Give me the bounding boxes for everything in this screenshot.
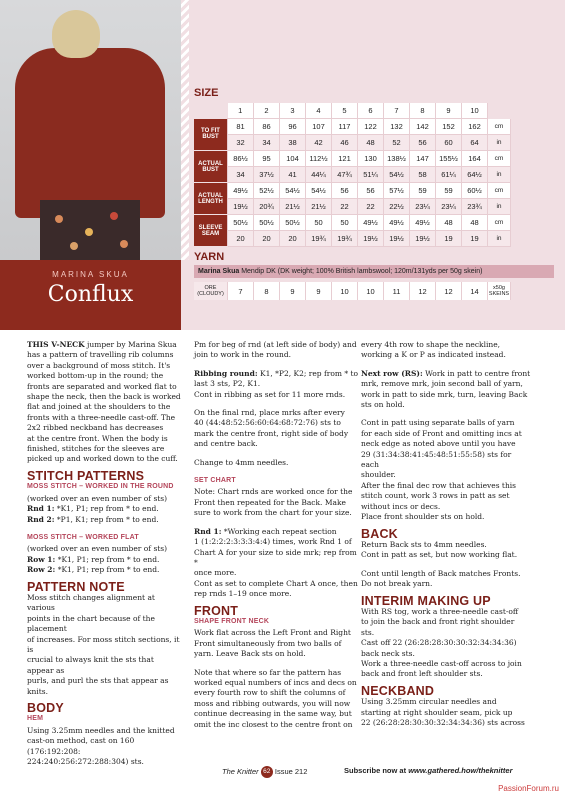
size-row <box>194 183 511 199</box>
size-value: 86½ <box>228 151 254 167</box>
intro-line: over a background of moss stitch. It's <box>27 360 171 370</box>
size-value: 60½ <box>462 183 488 199</box>
size-value: 20¾ <box>254 199 280 215</box>
hair-shape <box>52 10 100 58</box>
text-line: points in the chart because of the placement <box>27 613 155 634</box>
size-value: 50½ <box>254 215 280 231</box>
watermark: PassionForum.ru <box>498 784 559 793</box>
ribbing-round <box>194 369 359 400</box>
size-value: 20 <box>254 231 280 247</box>
text-line: every fourth row to shift the columns of <box>194 688 346 698</box>
intro-line: fronts are separated and worked flat to <box>27 381 177 391</box>
rnd1-text: *K1, P1; rep from * to end. <box>56 504 159 514</box>
next-row <box>361 369 531 411</box>
back-text-2 <box>361 569 531 590</box>
rnd2-line <box>27 515 182 525</box>
size-number: 1 <box>228 103 254 119</box>
photo-edge <box>181 0 189 260</box>
text-line: yarn. Leave Back sts on hold. <box>194 649 306 659</box>
size-value: 23¾ <box>462 199 488 215</box>
pattern-title: Conflux <box>47 282 134 307</box>
text-line: K1, *P2, K2; rep from * to <box>260 368 359 378</box>
skein-count: 9 <box>280 282 306 300</box>
hem-text <box>27 726 182 768</box>
size-value: 19½ <box>358 231 384 247</box>
row1-text: *K1, P1; rep from * to end. <box>57 554 160 564</box>
text-line: 224:240:256:272:288:304) sts. <box>27 757 144 767</box>
unit-label: cm <box>488 215 511 231</box>
text-line: last 3 sts, P2, K1. <box>194 379 261 389</box>
text-line: Using 3.25mm needles and the knitted <box>27 725 175 735</box>
size-row <box>194 199 511 215</box>
text-line: join to work in the round. <box>194 350 292 360</box>
flower-dot <box>70 242 78 250</box>
size-value: 86 <box>254 119 280 135</box>
size-numbers-row <box>194 103 511 119</box>
size-value: 56 <box>410 135 436 151</box>
body-heading: BODY <box>27 701 64 715</box>
text-line: Return Back sts to 4mm needles. <box>361 539 487 549</box>
yarn-row <box>194 282 511 300</box>
size-table <box>194 103 511 247</box>
text-line: Change to 4mm needles. <box>194 457 289 467</box>
size-value: 22½ <box>384 199 410 215</box>
size-row <box>194 167 511 183</box>
size-value: 112½ <box>306 151 332 167</box>
size-value: 138½ <box>384 151 410 167</box>
size-value: 34 <box>254 135 280 151</box>
size-number: 5 <box>332 103 358 119</box>
text-line: work in patt to side mrk, turn, leaving Back <box>361 389 528 399</box>
yarn-details: Mendip DK (DK weight; 100% British lambswool; 120m/131yds per 50g skein) <box>241 268 483 275</box>
moss-round-heading: MOSS STITCH – WORKED IN THE ROUND <box>27 483 174 491</box>
size-row <box>194 135 511 151</box>
skein-count: 12 <box>436 282 462 300</box>
col2-intro <box>194 340 359 361</box>
skein-count: 10 <box>358 282 384 300</box>
size-value: 23¼ <box>436 199 462 215</box>
size-value: 155½ <box>436 151 462 167</box>
text-line: back and front left shoulder sts. <box>361 669 483 679</box>
rnd1-label: Rnd 1: <box>27 504 55 514</box>
intro-line: at the centre front. When the body is <box>27 433 168 443</box>
text-line: mrk, remove mrk, join second ball of yarn, <box>361 379 523 389</box>
col3-intro <box>361 340 531 361</box>
intro-line: fronts with a three-needle cast-off. The <box>27 412 176 422</box>
row-heading: SLEEVE SEAM <box>194 215 228 247</box>
text-line: Cont until length of Back matches Fronts. <box>361 568 521 578</box>
chart-rnd1 <box>194 527 359 600</box>
intro-line: jumper by Marina Skua <box>87 340 177 349</box>
page-number: 62 <box>261 766 273 778</box>
text-line: Place front shoulder sts on hold. <box>361 512 485 522</box>
size-row <box>194 119 511 135</box>
row2-line <box>27 565 182 575</box>
text-line: Work flat across the Left Front and Right <box>194 628 351 638</box>
yarn-brand: Marina Skua <box>198 268 240 275</box>
intro-lead: THIS V-NECK <box>27 340 85 349</box>
text-line: 29 (31:34:38:41:45:48:51:55:58) sts for each <box>361 449 512 470</box>
flower-dot <box>110 212 118 220</box>
text-line: Front simultaneously from two balls of <box>194 638 342 648</box>
flower-dot <box>120 240 128 248</box>
size-value: 95 <box>254 151 280 167</box>
model-photo <box>0 0 181 260</box>
sweater-shape <box>15 48 165 218</box>
size-number: 10 <box>462 103 488 119</box>
interim-heading: INTERIM MAKING UP <box>361 593 491 608</box>
pattern-note-heading: PATTERN NOTE <box>27 579 125 594</box>
size-value: 23¼ <box>410 199 436 215</box>
size-value: 41 <box>280 167 306 183</box>
skein-unit: x50g SKEINS <box>488 282 511 300</box>
yarn-colour: ORE (CLOUDY) <box>194 282 228 300</box>
text-line: Cont as set to complete Chart A once, then <box>194 578 358 588</box>
size-number: 9 <box>436 103 462 119</box>
size-value: 49½ <box>228 183 254 199</box>
text-line: sts. <box>361 627 375 637</box>
size-value: 162 <box>462 119 488 135</box>
size-value: 130 <box>358 151 384 167</box>
text-line: neck edge as noted above until you have <box>361 439 516 449</box>
size-value: 19¾ <box>332 231 358 247</box>
size-value: 19½ <box>228 199 254 215</box>
text-line: sure to work from the chart for your size. <box>194 508 352 518</box>
skein-count: 12 <box>410 282 436 300</box>
magazine-name: The Knitter <box>222 766 259 776</box>
pattern-note-text <box>27 593 182 697</box>
intro-line: worked bottom-up in the round; the <box>27 371 164 381</box>
size-value: 50 <box>332 215 358 231</box>
size-value: 52 <box>384 135 410 151</box>
size-value: 19¾ <box>306 231 332 247</box>
size-value: 19 <box>436 231 462 247</box>
size-value: 54½ <box>306 183 332 199</box>
shoulder-text <box>361 418 531 522</box>
footer-magazine <box>222 766 307 778</box>
size-value: 164 <box>462 151 488 167</box>
unit-label: in <box>488 167 511 183</box>
text-line: omit the inc closest to the centre front on <box>194 719 353 729</box>
text-line: and centre back. <box>194 439 258 449</box>
flower-dot <box>55 215 63 223</box>
rnd1-line <box>27 504 182 514</box>
text-line: *Working each repeat section <box>223 526 337 536</box>
size-value: 54½ <box>384 167 410 183</box>
size-value: 21½ <box>280 199 306 215</box>
size-value: 38 <box>280 135 306 151</box>
size-value: 22 <box>358 199 384 215</box>
intro-line: picked up and worked down to the cuff. <box>27 454 178 464</box>
text-line: Cont in patt using separate balls of yarn <box>361 418 515 428</box>
text-line: purls, and purl the sts that appear as knits. <box>27 676 169 696</box>
text-line: back neck sts. <box>361 648 415 658</box>
unit-label: in <box>488 135 511 151</box>
size-value: 34 <box>228 167 254 183</box>
text-line: 1 (1:2:2:2:3:3:3:4:4) times, work Rnd 1 of <box>194 537 352 547</box>
size-value: 61¼ <box>436 167 462 183</box>
neckband-text <box>361 697 531 728</box>
size-number: 2 <box>254 103 280 119</box>
text-line: After the final dec row that achieves this <box>361 480 517 490</box>
text-line: On the final rnd, place mrks after every <box>194 408 345 418</box>
skein-count: 11 <box>384 282 410 300</box>
column-1 <box>27 340 182 767</box>
size-value: 121 <box>332 151 358 167</box>
text-line: crucial to always knit the sts that appear as <box>27 655 154 675</box>
size-value: 60 <box>436 135 462 151</box>
size-number: 6 <box>358 103 384 119</box>
chart-rnd1-text <box>194 527 359 600</box>
text-line: stitch count, work 3 rows in patt as set <box>361 491 510 501</box>
rnd2-label: Rnd 2: <box>27 514 55 524</box>
size-value: 56 <box>358 183 384 199</box>
row-heading: ACTUAL BUST <box>194 151 228 183</box>
back-text <box>361 540 531 561</box>
size-value: 32 <box>228 135 254 151</box>
size-value: 104 <box>280 151 306 167</box>
size-value: 48 <box>358 135 384 151</box>
text-line: shoulder. <box>361 470 396 480</box>
size-value: 122 <box>358 119 384 135</box>
size-value: 50½ <box>280 215 306 231</box>
size-value: 59 <box>410 183 436 199</box>
size-value: 54½ <box>280 183 306 199</box>
marker-text <box>194 408 359 450</box>
text-line: of increases. For moss stitch sections, it is <box>27 634 180 654</box>
front-note-text <box>194 668 359 730</box>
size-value: 19 <box>462 231 488 247</box>
blank-cell <box>194 103 228 119</box>
text-line: Moss stitch changes alignment at various <box>27 592 155 613</box>
text-line: Cont in patt as set, but now working flat. <box>361 550 518 560</box>
size-value: 48 <box>436 215 462 231</box>
ribbing-label: Ribbing round: <box>194 368 258 378</box>
text-line: Cast off 22 (26:28:28:30:30:32:34:34:36) <box>361 638 517 648</box>
text-line: rep rnds 1–19 once more. <box>194 589 292 599</box>
size-value: 50 <box>306 215 332 231</box>
size-row <box>194 231 511 247</box>
moss-round-note: (worked over an even number of sts) <box>27 493 168 503</box>
text-line: Using 3.25mm circular needles and <box>361 697 497 707</box>
size-value: 46 <box>332 135 358 151</box>
row1-line <box>27 555 182 565</box>
size-value: 49½ <box>384 215 410 231</box>
intro-line: shape the neck, then the back is worked <box>27 392 181 402</box>
row2-text: *K1, P1; rep from * to end. <box>57 565 160 575</box>
text-line: cast-on method, cast on 160 (176:192:208: <box>27 736 135 756</box>
size-value: 20 <box>228 231 254 247</box>
text-line: moss and ribbing outwards, you will now <box>194 698 351 708</box>
text-line: With RS tog, work a three-needle cast-off <box>361 606 519 616</box>
size-value: 50½ <box>228 215 254 231</box>
text-line: Do not break yarn. <box>361 579 433 589</box>
text-line: Cont in ribbing as set for 11 more rnds. <box>194 389 346 399</box>
size-value: 37½ <box>254 167 280 183</box>
size-number: 7 <box>384 103 410 119</box>
yarn-table <box>194 282 511 300</box>
back-heading: BACK <box>361 526 398 541</box>
size-value: 81 <box>228 119 254 135</box>
text-line: working a K or P as indicated instead. <box>361 350 506 360</box>
size-number: 8 <box>410 103 436 119</box>
size-value: 152 <box>436 119 462 135</box>
text-line: without incs or decs. <box>361 501 441 511</box>
size-value: 19½ <box>410 231 436 247</box>
text-line: Work in patt to centre front <box>425 368 531 378</box>
front-heading: FRONT <box>194 603 239 618</box>
yarn-heading: YARN <box>194 251 225 263</box>
intro-line: finished, stitches for the sleeves are <box>27 444 165 454</box>
size-value: 52½ <box>254 183 280 199</box>
row2-label: Row 2: <box>27 565 56 575</box>
unit-label: in <box>488 199 511 215</box>
text-line: Front then repeated for the Back. Make <box>194 497 346 507</box>
chart-rnd1-label: Rnd 1: <box>194 526 222 536</box>
moss-flat-heading: MOSS STITCH – WORKED FLAT <box>27 533 139 541</box>
size-value: 64½ <box>462 167 488 183</box>
text-line: 22 (26:28:28:30:30:32:34:34:36) sts across <box>361 718 525 727</box>
intro-line: has a pattern of travelling rib columns <box>27 350 174 360</box>
rnd2-text: *P1, K1; rep from * to end. <box>56 514 159 524</box>
size-row <box>194 151 511 167</box>
size-value: 107 <box>306 119 332 135</box>
size-value: 142 <box>410 119 436 135</box>
skein-count: 10 <box>332 282 358 300</box>
text-line: Note: Chart rnds are worked once for the <box>194 487 353 497</box>
text-line: to join the back and front right shoulder <box>361 617 515 627</box>
size-row <box>194 215 511 231</box>
stitch-patterns-heading: STITCH PATTERNS <box>27 468 145 483</box>
subscribe-link[interactable]: www.gathered.how/theknitter <box>408 766 513 775</box>
skein-count: 14 <box>462 282 488 300</box>
interim-text <box>361 607 531 680</box>
unit-label: cm <box>488 151 511 167</box>
size-value: 64 <box>462 135 488 151</box>
size-value: 48 <box>462 215 488 231</box>
size-value: 20 <box>280 231 306 247</box>
text-line: for each side of Front and omitting incs at <box>361 428 522 438</box>
intro-paragraph <box>27 340 182 465</box>
column-2 <box>194 340 359 730</box>
text-line: 40 (44:48:52:56:60:64:68:72:76) sts to <box>194 418 341 428</box>
row-heading: ACTUAL LENGTH <box>194 183 228 215</box>
column-3 <box>361 340 531 728</box>
text-line: worked equal numbers of incs and decs on <box>194 677 357 687</box>
designer-name: MARINA SKUA <box>52 270 129 279</box>
size-value: 49½ <box>410 215 436 231</box>
row1-label: Row 1: <box>27 554 56 564</box>
size-value: 57½ <box>384 183 410 199</box>
footer-subscribe <box>344 766 513 775</box>
yarn-description <box>194 265 554 278</box>
intro-line: flat and joined at the shoulders to the <box>27 402 171 412</box>
skein-count: 9 <box>306 282 332 300</box>
text-line: Pm for beg of rnd (at left side of body) and <box>194 340 357 349</box>
size-value: 49½ <box>358 215 384 231</box>
shape-front-neck-heading: SHAPE FRONT NECK <box>194 617 270 625</box>
unit-label: cm <box>488 183 511 199</box>
size-value: 44¼ <box>306 167 332 183</box>
size-heading: SIZE <box>194 87 219 99</box>
size-value: 42 <box>306 135 332 151</box>
row-heading: TO FIT BUST <box>194 119 228 151</box>
unit-label: in <box>488 231 511 247</box>
blank-cell <box>488 103 511 119</box>
text-line: sts on hold. <box>361 400 405 410</box>
neckband-heading: NECKBAND <box>361 683 435 698</box>
text-line: Chart A for your size to side mrk; rep from * <box>194 547 357 567</box>
text-line: once more. <box>194 568 237 578</box>
title-panel <box>0 260 181 330</box>
text-line: mark the centre front, right side of body <box>194 428 349 438</box>
flower-dot <box>85 228 93 236</box>
size-value: 19½ <box>384 231 410 247</box>
size-value: 58 <box>410 167 436 183</box>
skein-count: 8 <box>254 282 280 300</box>
change-needles-text <box>194 458 359 468</box>
size-value: 59 <box>436 183 462 199</box>
size-number: 3 <box>280 103 306 119</box>
text-line: Note that where so far the pattern has <box>194 667 342 677</box>
text-line: Work a three-needle cast-off across to join <box>361 658 522 668</box>
unit-label: cm <box>488 119 511 135</box>
chart-note-text <box>194 487 359 518</box>
intro-line: 2x2 ribbed neckband has decreases <box>27 423 164 433</box>
size-number: 4 <box>306 103 332 119</box>
size-value: 21½ <box>306 199 332 215</box>
size-value: 96 <box>280 119 306 135</box>
size-value: 147 <box>410 151 436 167</box>
skein-count: 7 <box>228 282 254 300</box>
text-line: every 4th row to shape the neckline, <box>361 340 501 349</box>
size-value: 56 <box>332 183 358 199</box>
size-value: 47¾ <box>332 167 358 183</box>
size-value: 117 <box>332 119 358 135</box>
text-line: continue decreasing in the same way, but <box>194 709 352 719</box>
subscribe-text: Subscribe now at <box>344 766 407 775</box>
hem-heading: HEM <box>27 715 44 723</box>
moss-flat-note: (worked over an even number of sts) <box>27 544 168 554</box>
next-row-label: Next row (RS): <box>361 368 423 378</box>
set-chart-heading: SET CHART <box>194 477 236 485</box>
size-value: 22 <box>332 199 358 215</box>
issue-number: Issue 212 <box>274 766 308 776</box>
front-text <box>194 628 359 659</box>
size-value: 51¼ <box>358 167 384 183</box>
text-line: starting at right shoulder seam, pick up <box>361 707 513 717</box>
size-value: 132 <box>384 119 410 135</box>
